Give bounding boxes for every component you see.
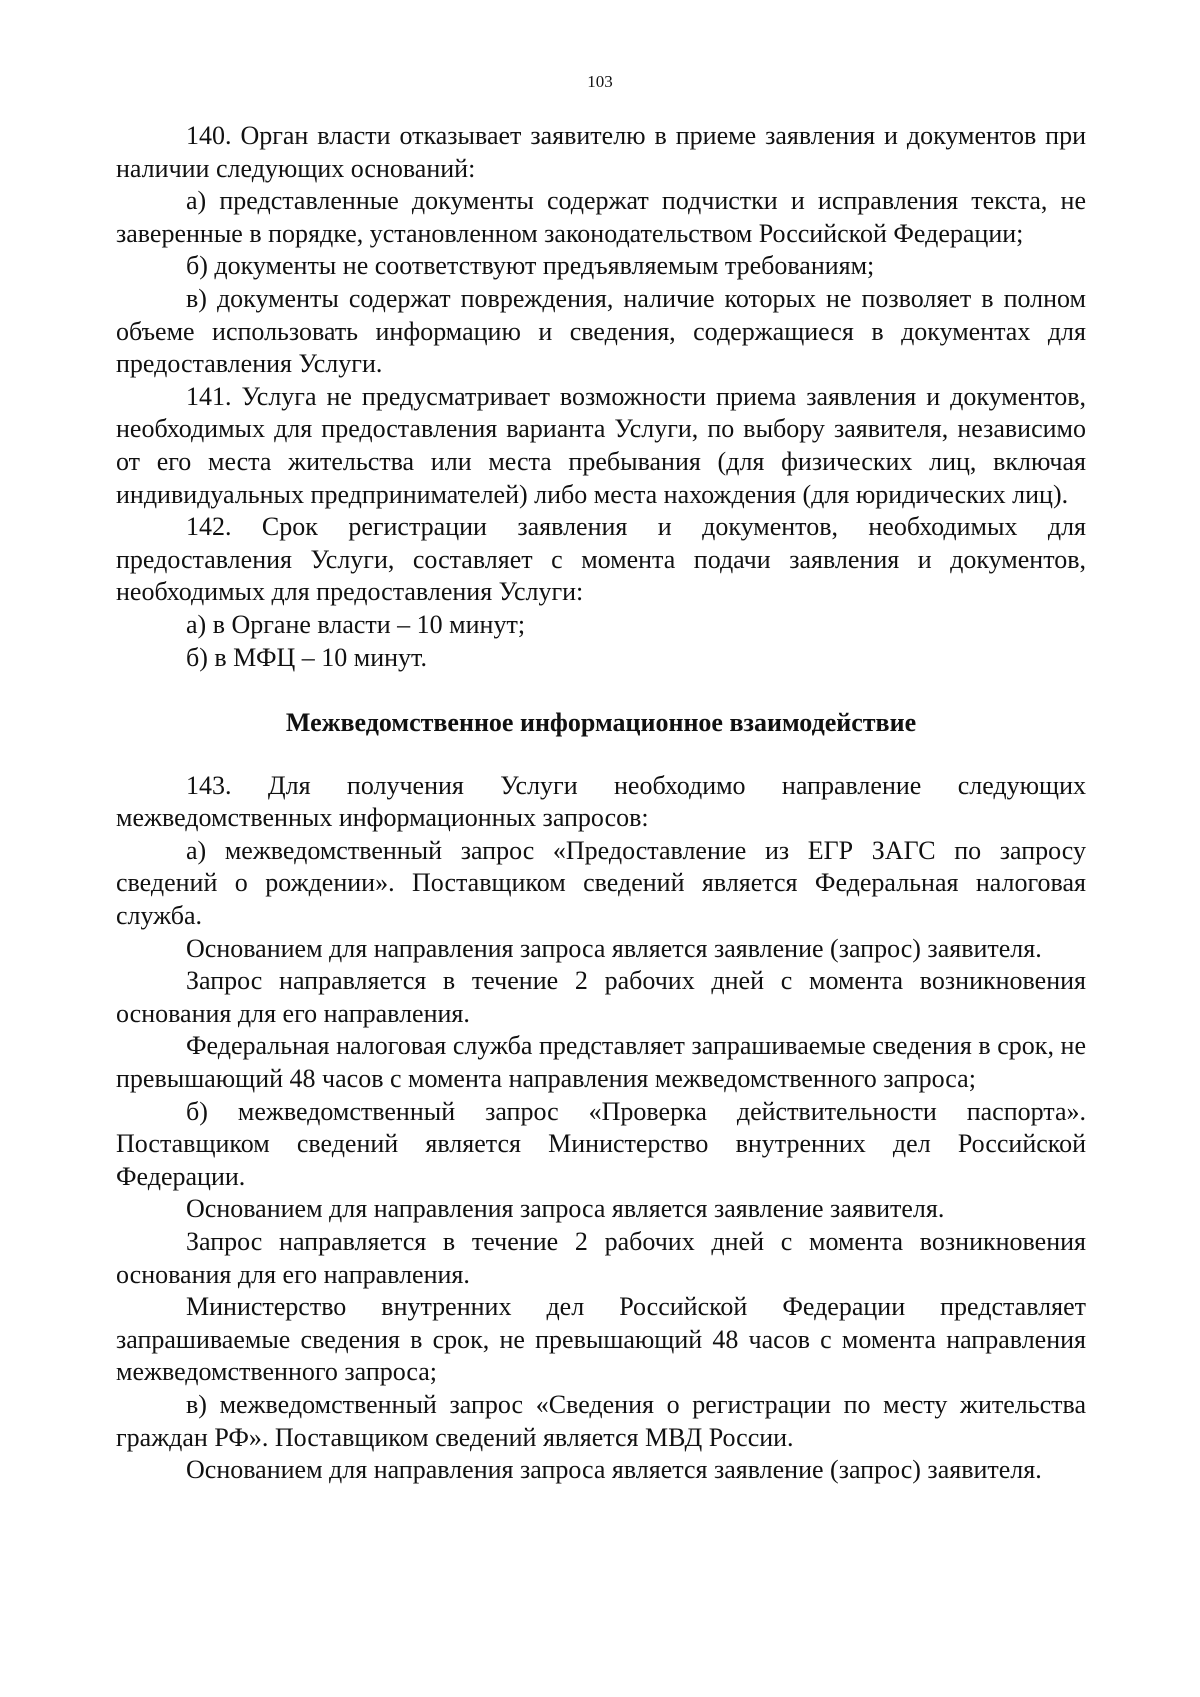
paragraph-143-v: в) межведомственный запрос «Сведения о регистрации по месту жительства граждан РФ». Поставщиком сведений является МВД России. <box>116 1389 1086 1452</box>
paragraph-140-v: в) документы содержат повреждения, наличие которых не позволяет в полном объеме использовать информацию и сведения, содержащиеся в документах для предоставления Услуги. <box>116 283 1086 379</box>
paragraph-142-a: а) в Органе власти – 10 минут; <box>186 609 526 639</box>
document-body <box>116 120 1086 1487</box>
paragraph-143-a-response: Федеральная налоговая служба представляет запрашиваемые сведения в срок, не превышающий 48 часов с момента направления межведомственного запроса; <box>116 1031 1086 1094</box>
paragraph-142-b: б) в МФЦ – 10 минут. <box>186 642 427 672</box>
paragraph-143-v-basis: Основанием для направления запроса является заявление (запрос) заявителя. <box>186 1455 1042 1485</box>
paragraph-143-a-term: Запрос направляется в течение 2 рабочих дней с момента возникновения основания для его направления. <box>116 966 1086 1028</box>
paragraph-140-b: б) документы не соответствуют предъявляемым требованиям; <box>186 251 875 281</box>
paragraph-140-a: а) представленные документы содержат подчистки и исправления текста, не заверенные в порядке, установленном законодательством Российской Федерации; <box>116 186 1086 248</box>
paragraph-141: 141. Услуга не предусматривает возможности приема заявления и документов, необходимых для предоставления варианта Услуги, по выбору заявителя, независимо от его места жительства или места пребывания (для физических лиц, включая индивидуальных предпринимателей) либо места нахождения (для юридических лиц). <box>116 381 1086 509</box>
paragraph-142: 142. Срок регистрации заявления и документов, необходимых для предоставления Услуги, составляет с момента подачи заявления и документов, необходимых для предоставления Услуги: <box>116 512 1086 607</box>
paragraph-143-b-response: Министерство внутренних дел Российской Федерации представляет запрашиваемые сведения в срок, не превышающий 48 часов с момента направления межведомственного запроса; <box>116 1292 1086 1387</box>
paragraph-143-b-term: Запрос направляется в течение 2 рабочих дней с момента возникновения основания для его направления. <box>116 1227 1086 1289</box>
section-title: Межведомственное информационное взаимодействие <box>285 708 917 738</box>
paragraph-140: 140. Орган власти отказывает заявителю в приеме заявления и документов при наличии следующих оснований: <box>116 121 1086 183</box>
paragraph-143-b: б) межведомственный запрос «Проверка действительности паспорта». Поставщиком сведений является Министерство внутренних дел Российской Федерации. <box>116 1096 1086 1191</box>
page-number: 103 <box>587 72 613 91</box>
paragraph-143-b-basis: Основанием для направления запроса является заявление заявителя. <box>186 1194 945 1224</box>
paragraph-143: 143. Для получения Услуги необходимо направление следующих межведомственных информационных запросов: <box>116 770 1086 833</box>
paragraph-143-a: а) межведомственный запрос «Предоставление из ЕГР ЗАГС по запросу сведений о рождении». Поставщиком сведений является Федеральная налоговая служба. <box>116 835 1086 931</box>
paragraph-143-a-basis: Основанием для направления запроса является заявление (запрос) заявителя. <box>186 933 1042 963</box>
